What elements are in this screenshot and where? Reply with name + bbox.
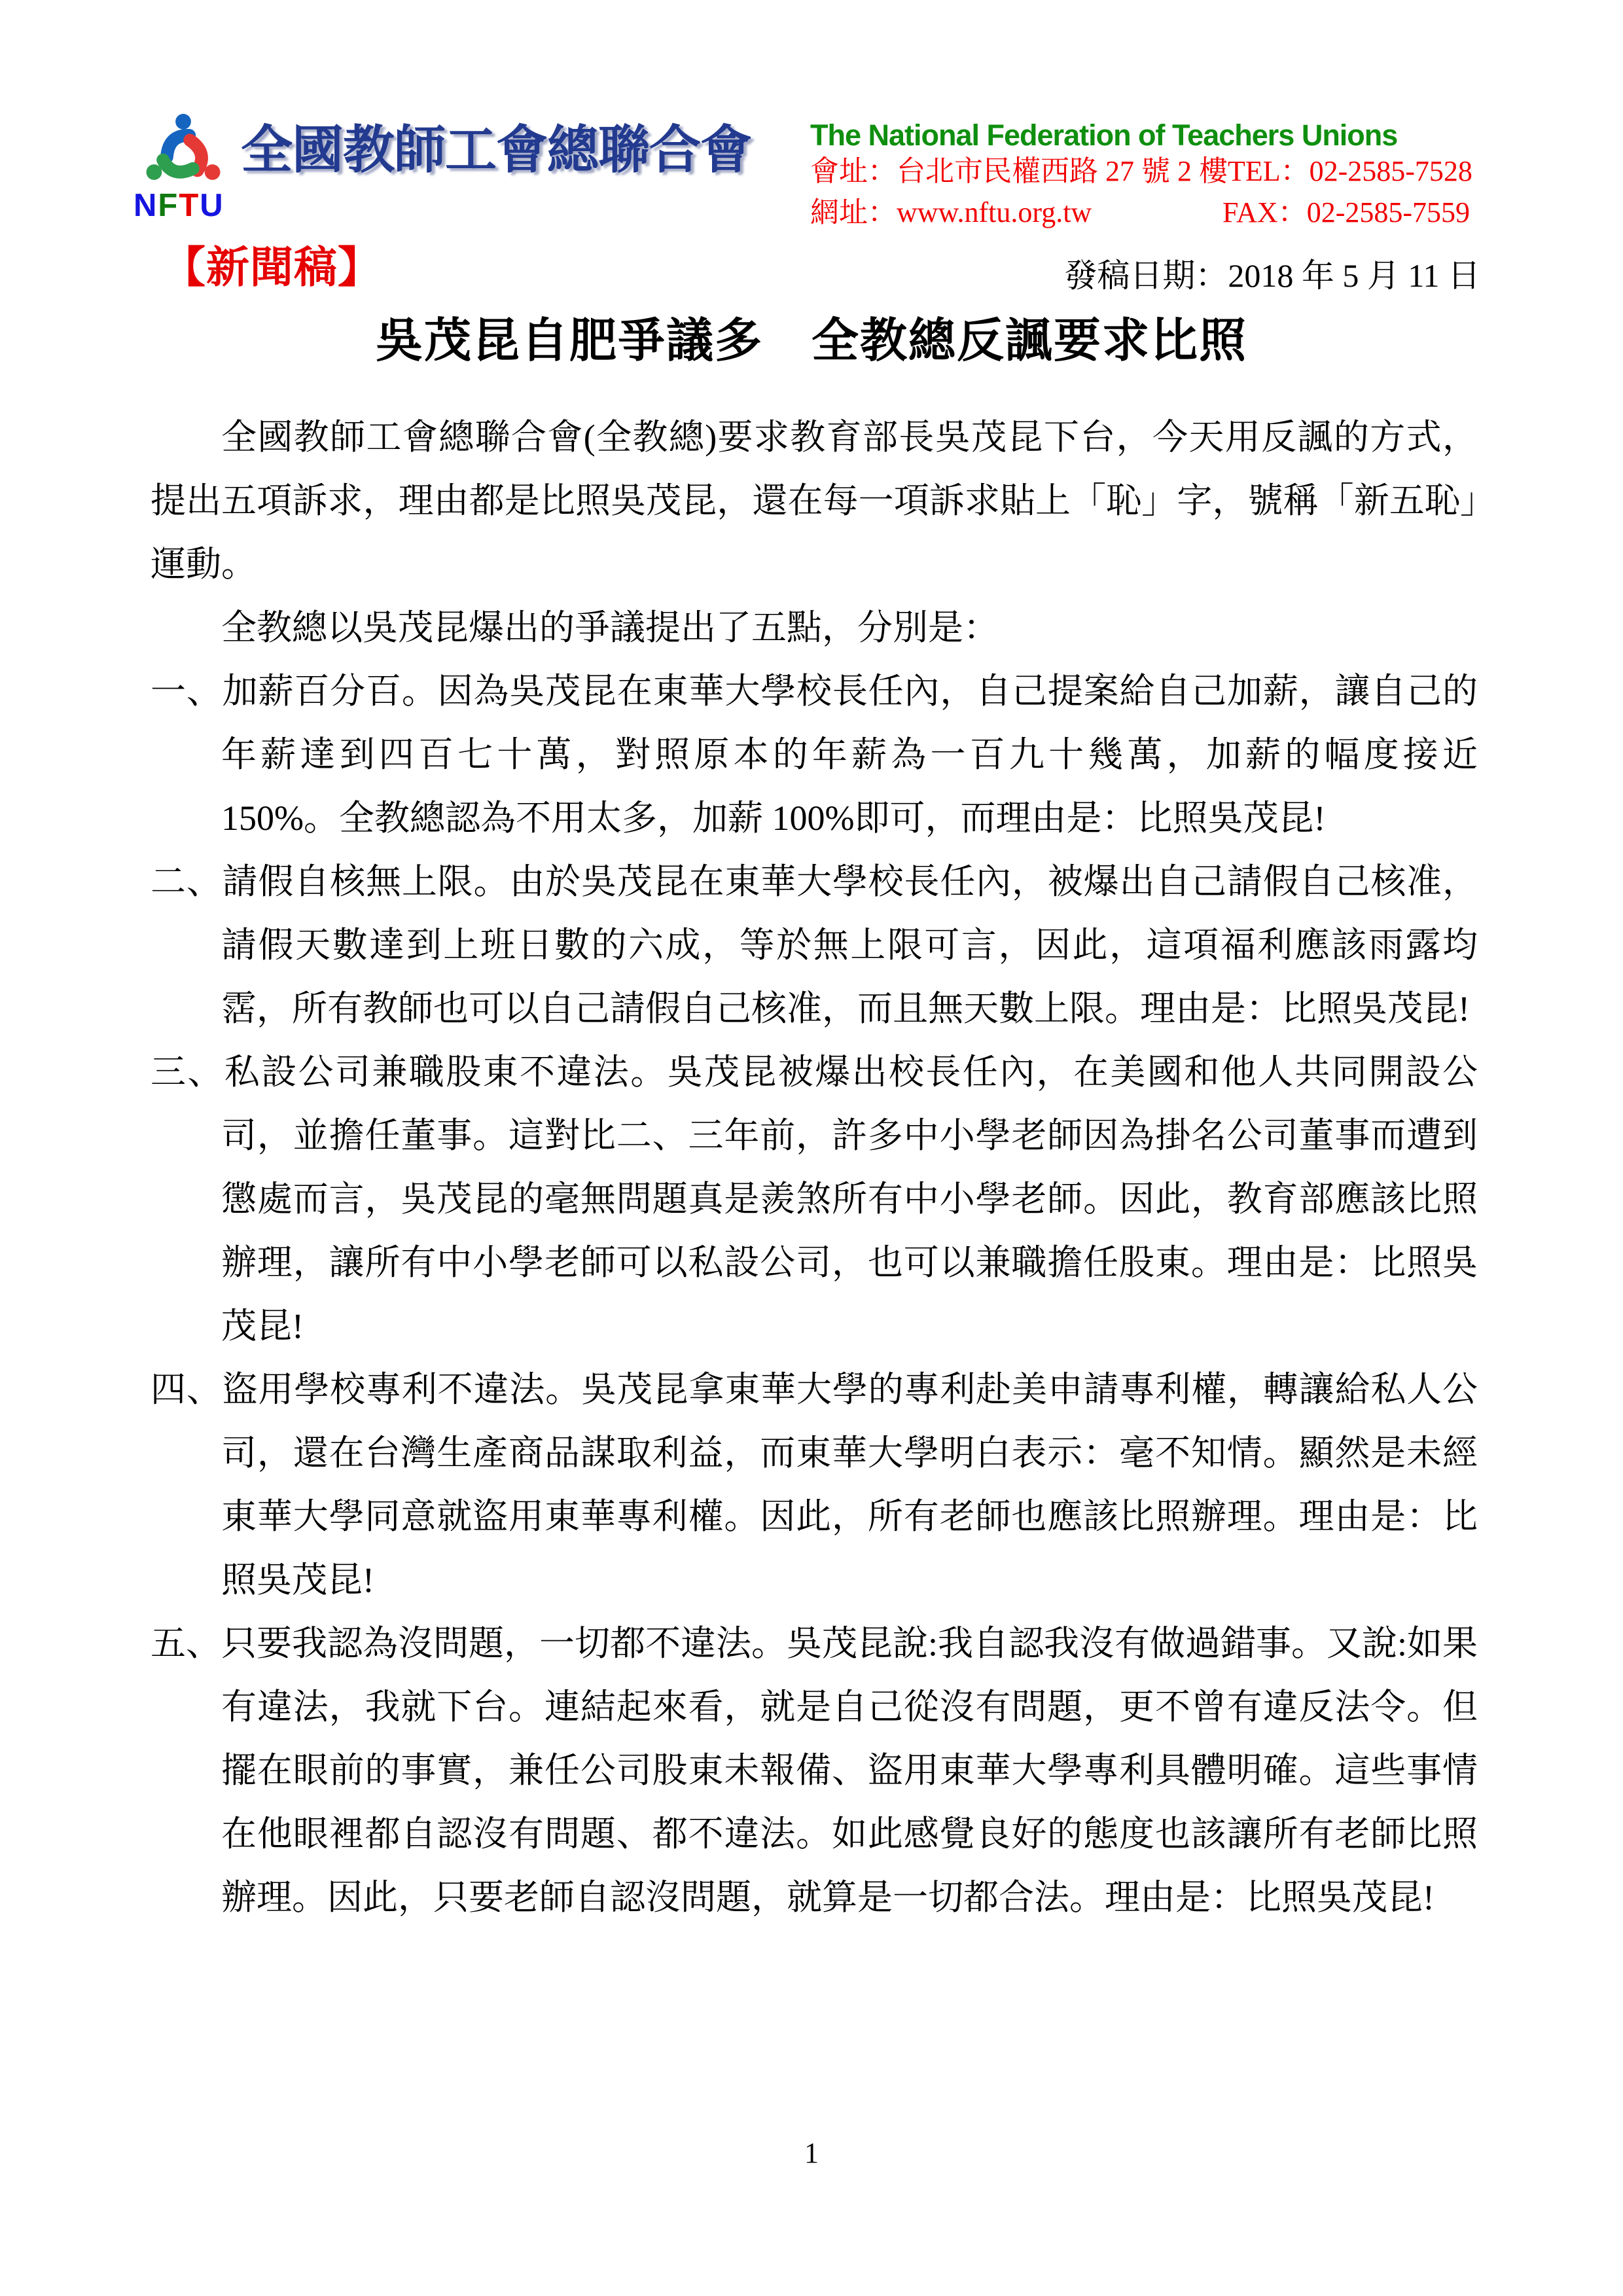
list-text: 私設公司兼職股東不違法。吳茂昆被爆出校長任內，在美國和他人共同開設公司，並擔任董事。這對比二、三年前，許多中小學老師因為掛名公司董事而遭到懲處而言，吳茂昆的毫無問題真是羨煞所有中小學老師。因此，教育部應該比照辦理，讓所有中小學老師可以私設公司，也可以兼職擔任股東。理由是：比照吳茂昆! bbox=[221, 1052, 1478, 1346]
nftu-letter: U bbox=[200, 188, 224, 223]
website-line: 網址：www.nftu.org.tw bbox=[810, 196, 1092, 228]
list-marker: 二、 bbox=[151, 862, 223, 901]
contact-row-1 bbox=[810, 157, 1470, 186]
document-title: 吳茂昆自肥爭議多 全教總反諷要求比照 bbox=[375, 315, 1247, 367]
document-body bbox=[151, 406, 1478, 1929]
body-paragraphs bbox=[151, 406, 1478, 660]
list-item bbox=[151, 1612, 1478, 1929]
list-item bbox=[151, 1358, 1478, 1612]
page-number: 1 bbox=[804, 2137, 819, 2169]
nftu-acronym bbox=[134, 190, 224, 222]
org-name-zh: 全國教師工會總聯合會 bbox=[241, 122, 751, 179]
tel-line: TEL：02-2585-7528 bbox=[1228, 155, 1472, 187]
paragraph: 全教總以吳茂昆爆出的爭議提出了五點，分別是： bbox=[221, 608, 999, 647]
nftu-letter: T bbox=[179, 188, 200, 223]
list-marker: 五、 bbox=[151, 1624, 221, 1663]
list-item bbox=[151, 850, 1478, 1041]
list-marker: 四、 bbox=[151, 1370, 223, 1409]
press-release-tag: 【新聞稿】 bbox=[162, 244, 382, 292]
nftu-letter: N bbox=[134, 188, 158, 223]
list-marker: 一、 bbox=[151, 672, 223, 711]
list-text: 只要我認為沒問題，一切都不違法。吳茂昆說:我自認我沒有做過錯事。又說:如果有違法，我就下台。連結起來看，就是自己從沒有問題，更不曾有違反法令。但擺在眼前的事實，兼任公司股東未報備、盜用東華大學專利具體明確。這些事情在他眼裡都自認沒有問題、都不違法。如此感覺良好的態度也該讓所有老師比照辦理。因此，只要老師自認沒問題，就算是一切都合法。理由是：比照吳茂昆! bbox=[221, 1624, 1478, 1917]
list-text: 盜用學校專利不違法。吳茂昆拿東華大學的專利赴美申請專利權，轉讓給私人公司，還在台灣生產商品謀取利益，而東華大學明白表示：毫不知情。顯然是未經東華大學同意就盜用東華專利權。因此，所有老師也應該比照辦理。理由是：比照吳茂昆! bbox=[221, 1370, 1478, 1600]
demand-list bbox=[151, 660, 1478, 1929]
release-date: 發稿日期：2018 年 5 月 11 日 bbox=[1064, 257, 1480, 294]
paragraph: 全國教師工會總聯合會(全教總)要求教育部長吳茂昆下台，今天用反諷的方式，提出五項訴求，理由都是比照吳茂昆，還在每一項訴求貼上「恥」字，號稱「新五恥」運動。 bbox=[151, 418, 1478, 584]
list-text: 請假自核無上限。由於吳茂昆在東華大學校長任內，被爆出自己請假自己核准，請假天數達到上班日數的六成，等於無上限可言，因此，這項福利應該雨露均霑，所有教師也可以自己請假自己核准，而且無天數上限。理由是：比照吳茂昆! bbox=[221, 862, 1478, 1028]
address-line: 會址：台北市民權西路 27 號 2 樓 bbox=[810, 155, 1228, 187]
list-marker: 三、 bbox=[151, 1052, 224, 1092]
contact-row-2 bbox=[810, 198, 1470, 227]
nftu-letter: F bbox=[158, 188, 179, 223]
list-item bbox=[151, 1041, 1478, 1358]
org-name-en: The National Federation of Teachers Unions bbox=[810, 118, 1398, 152]
nftu-logo-icon bbox=[137, 109, 229, 195]
list-item bbox=[151, 660, 1478, 850]
list-text: 加薪百分百。因為吳茂昆在東華大學校長任內，自己提案給自己加薪，讓自己的年薪達到四百七十萬，對照原本的年薪為一百九十幾萬，加薪的幅度接近 150%。全教總認為不用太多，加薪 100%即可，而理由是：比照吳茂昆! bbox=[221, 672, 1478, 838]
fax-line: FAX：02-2585-7559 bbox=[1222, 196, 1470, 228]
